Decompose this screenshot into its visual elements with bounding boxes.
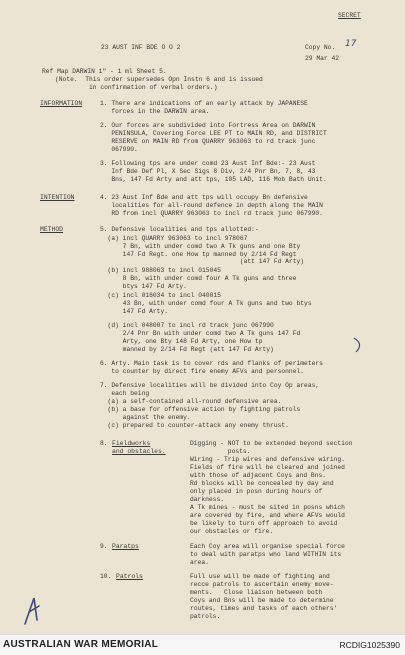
heading-intention: INTENTION (40, 194, 75, 201)
text-line: 067990. (100, 146, 138, 153)
text-line: Bns, 147 Fd Arty and att tps, 105 LAD, 116 Mob Bath Unit. (100, 176, 327, 183)
text-line: Digging - NOT to be extended beyond section (190, 440, 353, 447)
text-line: Arty, one Bty 148 Fd Arty, one How tp (100, 338, 263, 345)
text-line: (a) incl QUARRY 963063 to incl 978067 (100, 235, 248, 242)
margin-pen-mark (352, 336, 366, 354)
text-line: Each Coy area will organise special force (190, 543, 345, 550)
text-line: RESERVE on MAIN RD from QUARRY 963063 to rd track junc (100, 138, 316, 145)
text-line: 147 Fd Regt. one How tp manned by 2/14 Fd Regt (100, 251, 297, 258)
heading-obstacles: and obstacles. (112, 448, 166, 455)
text-line: are covered by fire, and where AFVs would (190, 512, 345, 519)
text-line: (c) incl 016034 to incl 040015 (100, 292, 221, 299)
copy-label: Copy No. (305, 44, 336, 51)
text-line: ments. Close liaison between both (190, 589, 323, 596)
intro-line: (Note. This order supersedes Opn Instn 6 and is issued (55, 76, 263, 83)
text-line: Wiring - Trip wires and defensive wiring. (190, 456, 345, 463)
heading-method: METHOD (40, 226, 64, 233)
text-line: (att 147 Fd Arty) (100, 258, 305, 265)
handwritten-initial-mark (22, 594, 46, 628)
text-line: posts. (190, 448, 251, 455)
text-line: only placed in posn during hours of (190, 488, 323, 495)
para-10-number: 10. (100, 573, 112, 580)
text-line: (b) incl 988063 to incl 015045 (100, 267, 221, 274)
text-line: our obstacles or fire. (190, 528, 274, 535)
text-line: btys 147 Fd Arty. (100, 283, 187, 290)
text-line: 7. Defensive localities will be divided into Coy Op areas, (100, 382, 320, 389)
text-line: area. (190, 559, 209, 566)
text-line: routes, times and tasks of each others' (190, 605, 338, 612)
text-line: 7 Bn, with under comd two A Tk guns and one Bty (100, 243, 301, 250)
text-line: with those of adjacent Coys and Bns. (190, 472, 327, 479)
text-line: forces in the DARWIN area. (100, 108, 210, 115)
text-line: Full use will be made of fighting and (190, 573, 330, 580)
order-date: 29 Mar 42 (305, 55, 340, 62)
heading-fieldworks: Fieldworks (112, 440, 151, 447)
text-line: to deal with paratps who land WITHIN its (190, 551, 342, 558)
text-line: Fields of fire will be cleared and joined (190, 464, 345, 471)
text-line: Coys and Bns will be made to determine (190, 597, 334, 604)
text-line: against the enemy. (100, 414, 191, 421)
intro-line: Ref Map DARWIN 1" - 1 ml Sheet 5. (42, 68, 167, 75)
text-line: (c) prepared to counter-attack any enemy thrust. (100, 422, 289, 429)
text-line: 147 Fd Arty. (100, 308, 169, 315)
text-line: (d) incl 048007 to incl rd track junc 067990 (100, 322, 274, 329)
text-line: 4. 23 Aust Inf Bde and att tps will occupy Bn defensive (100, 194, 308, 201)
text-line: A Tk mines - must be sited in posns which (190, 504, 345, 511)
text-line: 8 Bn, with under comd four A Tk guns and three (100, 275, 297, 282)
text-line: recce patrols to ascertain enemy move- (190, 581, 334, 588)
text-line: 2. Our forces are subdivided into Fortress Area on DARWIN (100, 122, 316, 129)
text-line: darkness. (190, 496, 225, 503)
para-9-number: 9. (100, 543, 108, 550)
text-line: 6. Arty. Main task is to cover rds and flanks of perimeters (100, 360, 323, 367)
text-line: 2/4 Pnr Bn with under comd two A Tk guns 147 Fd (100, 330, 301, 337)
text-line: (a) a self-contained all-round defensive area. (100, 398, 282, 405)
text-line: 5. Defensive localities and tps allotted:- (100, 226, 259, 233)
text-line: each being (100, 390, 150, 397)
classification: SECRET (338, 12, 361, 19)
text-line: manned by 2/14 Fd Regt (att 147 Fd Arty) (100, 346, 274, 353)
intro-line: in confirmation of verbal orders.) (55, 84, 218, 91)
text-line: (b) a base for offensive action by fighting patrols (100, 406, 301, 413)
footer-record-id: RCDIG1025390 (339, 640, 400, 650)
text-line: RD from incl QUARRY 963063 to incl rd track junc 067990. (100, 210, 323, 217)
text-line: be likely to turn off approach to avoid (190, 520, 338, 527)
text-line: to counter by direct fire enemy AFVs and personnel. (100, 368, 305, 375)
text-line: 1. There are indications of an early attack by JAPANESE (100, 100, 308, 107)
text-line: 43 Bn, with under comd four A Tk guns and two btys (100, 300, 312, 307)
text-line: Inf Bde Def Pl, X Sec Sigs 8 Div, 2/4 Pnr Bn, 7, 8, 43 (100, 168, 316, 175)
heading-paratps: Paratps (112, 543, 139, 550)
order-title: 23 AUST INF BDE O O 2 (101, 44, 181, 51)
heading-information: INFORMATION (40, 100, 83, 107)
text-line: 3. Following tps are under comd 23 Aust Inf Bde:- 23 Aust (100, 160, 316, 167)
archive-footer (0, 634, 405, 655)
footer-institution: AUSTRALIAN WAR MEMORIAL (3, 639, 159, 650)
heading-patrols: Patrols (116, 573, 143, 580)
text-line: PENINSULA, Covering Force LEE PT to MAIN RD, and DISTRICT (100, 130, 327, 137)
para-8-number: 8. (100, 440, 108, 447)
text-line: localities for all-round defence in depth along the MAIN (100, 202, 323, 209)
text-line: patrols. (190, 613, 221, 620)
text-line: Rd blocks will be concealed by day and (190, 480, 334, 487)
copy-number: 17 (345, 39, 357, 49)
